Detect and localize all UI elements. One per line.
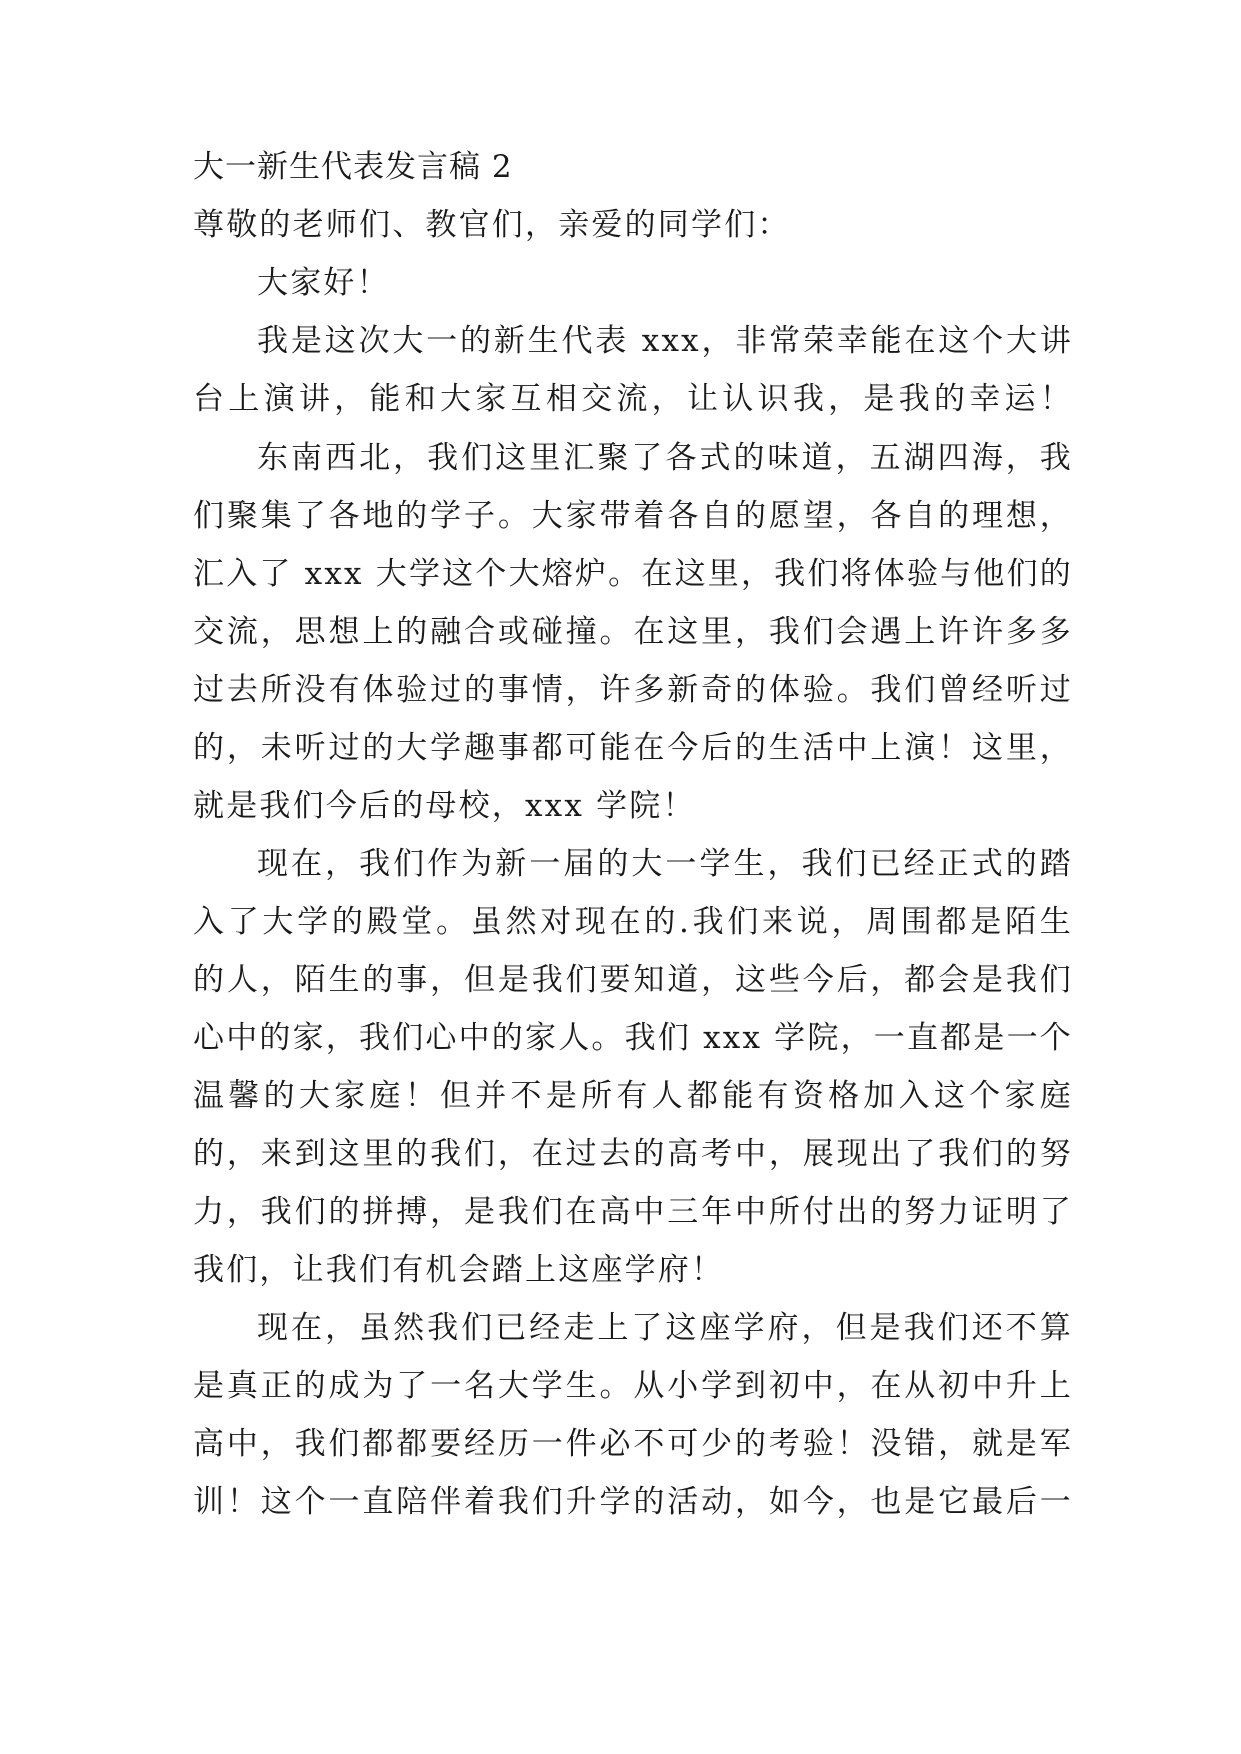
salutation: 尊敬的老师们、教官们，亲爱的同学们：: [193, 207, 791, 243]
document-title: 大一新生代表发言稿 2: [193, 149, 513, 185]
paragraph-line: 我们，让我们有机会踏上这座学府！: [193, 1252, 725, 1288]
greeting: 大家好！: [257, 265, 390, 301]
paragraph-line: 就是我们今后的母校，xxx 学院！: [193, 788, 696, 824]
paragraph-line: 过去所没有体验过的事情，许多新奇的体验。我们曾经听过: [193, 672, 1073, 708]
paragraph-line: 是真正的成为了一名大学生。从小学到初中，在从初中升上: [193, 1368, 1073, 1404]
paragraph-line: 们聚集了各地的学子。大家带着各自的愿望，各自的理想，: [193, 498, 1073, 534]
paragraph-line: 汇入了 xxx 大学这个大熔炉。在这里，我们将体验与他们的: [193, 556, 1073, 592]
paragraph-line: 入了大学的殿堂。虽然对现在的.我们来说，周围都是陌生: [193, 904, 1073, 940]
paragraph-line: 的，未听过的大学趣事都可能在今后的生活中上演！这里，: [193, 730, 1073, 766]
paragraph-line: 心中的家，我们心中的家人。我们 xxx 学院，一直都是一个: [193, 1020, 1073, 1056]
paragraph-line: 现在，我们作为新一届的大一学生，我们已经正式的踏: [257, 846, 1073, 882]
paragraph-line: 现在，虽然我们已经走上了这座学府，但是我们还不算: [257, 1310, 1073, 1346]
paragraph-line: 力，我们的拼搏，是我们在高中三年中所付出的努力证明了: [193, 1194, 1073, 1230]
paragraph-line: 的，来到这里的我们，在过去的高考中，展现出了我们的努: [193, 1136, 1073, 1172]
paragraph-line: 的人，陌生的事，但是我们要知道，这些今后，都会是我们: [193, 962, 1073, 998]
paragraph-line: 交流，思想上的融合或碰撞。在这里，我们会遇上许许多多: [193, 614, 1073, 650]
paragraph-line: 台上演讲，能和大家互相交流，让认识我，是我的幸运！: [193, 381, 1073, 417]
paragraph-line: 训！这个一直陪伴着我们升学的活动，如今，也是它最后一: [193, 1484, 1073, 1520]
paragraph-line: 东南西北，我们这里汇聚了各式的味道，五湖四海，我: [257, 440, 1073, 476]
paragraph-line: 高中，我们都都要经历一件必不可少的考验！没错，就是军: [193, 1426, 1073, 1462]
paragraph-line: 我是这次大一的新生代表 xxx，非常荣幸能在这个大讲: [257, 323, 1073, 359]
paragraph-line: 温馨的大家庭！但并不是所有人都能有资格加入这个家庭: [193, 1078, 1073, 1114]
